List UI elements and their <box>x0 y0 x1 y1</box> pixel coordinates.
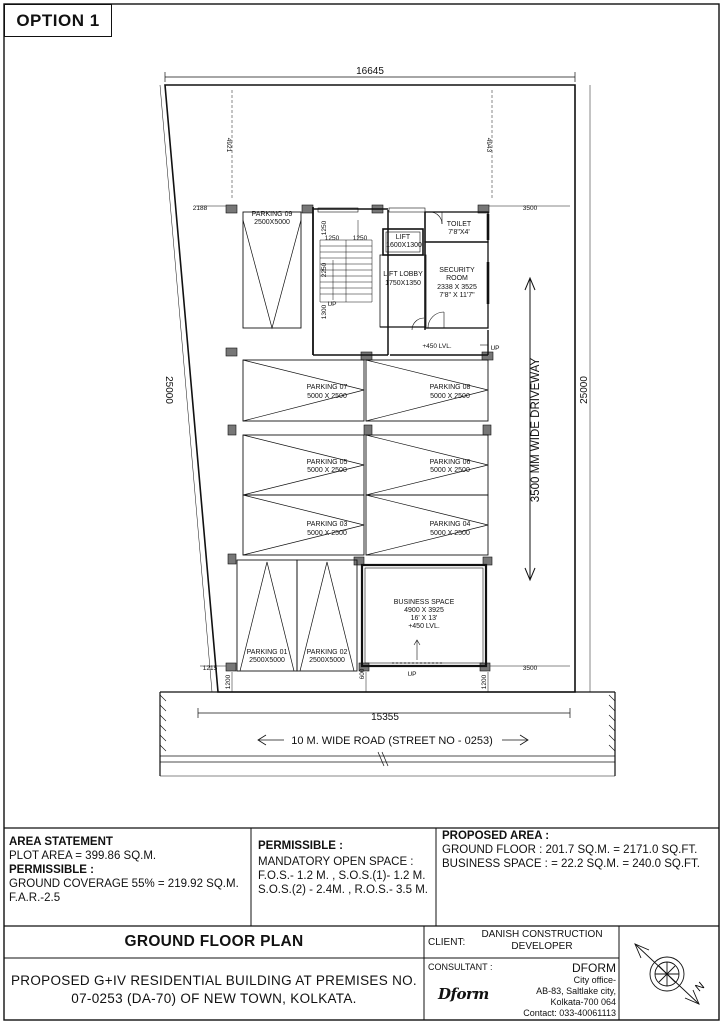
parking-01-size: 2500X5000 <box>249 657 285 664</box>
dim-right-bottom: 3500 <box>522 665 538 672</box>
parking-05-size: 5000 X 2500 <box>307 467 347 474</box>
drawing-title: GROUND FLOOR PLAN <box>124 933 304 950</box>
option-label: OPTION 1 <box>4 4 112 37</box>
address-line-2: AB-83, Saltlake city, <box>536 986 616 996</box>
level-450-label: +450 LVL. <box>422 343 452 350</box>
parking-09-name: PARKING 09 <box>251 211 293 218</box>
business-up-label: UP <box>407 671 417 678</box>
ground-coverage: GROUND COVERAGE 55% = 219.92 SQ.M. <box>9 878 239 890</box>
client-line-1: DANISH CONSTRUCTION <box>481 929 603 940</box>
address-line-1: City office- <box>573 975 616 985</box>
security-size: 2338 X 3525 <box>437 284 477 291</box>
parking-05-name: PARKING 05 <box>306 459 348 466</box>
lift-lobby-name: LIFT LOBBY <box>383 271 423 278</box>
business-name: BUSINESS SPACE <box>393 599 455 606</box>
dim-left-depth: 25000 <box>163 376 174 404</box>
road-label: 10 M. WIDE ROAD (STREET NO - 0253) <box>291 735 493 747</box>
ramp-up-label: UP <box>490 345 500 352</box>
lift-lobby <box>380 255 426 327</box>
toilet-size: 7'8"X4' <box>448 229 470 236</box>
contact-line: Contact: 033-40061113 <box>523 1008 616 1018</box>
area-statement-heading: AREA STATEMENT <box>9 836 113 848</box>
parking-03-size: 5000 X 2500 <box>307 530 347 537</box>
parking-09 <box>243 212 301 328</box>
parking-04-name: PARKING 04 <box>429 521 471 528</box>
dform-logo: Dform <box>438 985 489 1003</box>
address-line-3: Kolkata-700 064 <box>550 997 616 1007</box>
parking-08-name: PARKING 08 <box>429 384 471 391</box>
dim-left-top: 2188 <box>192 205 208 212</box>
toilet-name: TOILET <box>446 221 472 228</box>
dim-top-width: 16645 <box>356 66 384 77</box>
area-permissible-heading: PERMISSIBLE : <box>9 864 94 876</box>
consultant-label: CONSULTANT : <box>428 962 493 972</box>
proposed-ground-floor: GROUND FLOOR : 201.7 SQ.M. = 2171.0 SQ.FT. <box>442 844 698 856</box>
area-statement <box>9 835 249 905</box>
parking-08-size: 5000 X 2500 <box>430 393 470 400</box>
business-level: +450 LVL. <box>408 623 440 630</box>
project-line-1: PROPOSED G+IV RESIDENTIAL BUILDING AT PREMISES NO. <box>11 973 417 988</box>
plot-area: PLOT AREA = 399.86 SQ.M. <box>9 850 157 862</box>
consultant-address <box>500 961 616 1019</box>
parking-06-size: 5000 X 2500 <box>430 467 470 474</box>
lift-size: 1600X1300 <box>386 242 422 249</box>
lift-lobby-size: 1750X1350 <box>385 280 421 287</box>
security-name2: ROOM <box>446 275 468 282</box>
parking-09-size: 2500X5000 <box>254 219 290 226</box>
parking-03-name: PARKING 03 <box>306 521 348 528</box>
parking-06-name: PARKING 06 <box>429 459 471 466</box>
proposed-heading: PROPOSED AREA : <box>442 830 550 842</box>
business-size2: 16' X 13' <box>410 615 438 622</box>
fos-sos1: F.O.S.- 1.2 M. , S.O.S.(1)- 1.2 M. <box>258 870 426 882</box>
north-letter: N <box>693 979 708 995</box>
client-label: CLIENT: <box>428 937 466 948</box>
project-description <box>4 972 424 1008</box>
mandatory-open-space: MANDATORY OPEN SPACE : <box>258 856 414 868</box>
dim-top-right-setback: 4943 <box>485 137 492 153</box>
parking-07-size: 5000 X 2500 <box>307 393 347 400</box>
dim-front-left: 1200 <box>225 674 232 690</box>
far-value: F.A.R.-2.5 <box>9 892 61 904</box>
dim-bottom-width: 15355 <box>371 712 399 723</box>
parking-07-name: PARKING 07 <box>306 384 348 391</box>
dim-front-mid: 600 <box>359 668 366 680</box>
north-arrow-icon <box>625 932 715 1016</box>
stair-up-label: UP <box>327 301 337 308</box>
driveway-label: 3500 MM WIDE DRIVEWAY <box>530 357 542 503</box>
dim-front-right: 1200 <box>481 674 488 690</box>
lift-name: LIFT <box>395 234 411 241</box>
permissible-block <box>258 839 436 897</box>
business-size: 4900 X 3925 <box>404 607 444 614</box>
proposed-area-block <box>442 829 717 871</box>
dim-stair-b: 1250 <box>324 235 340 242</box>
client-line-2: DEVELOPER <box>511 941 573 952</box>
client-name <box>466 929 618 953</box>
consultant-name: DFORM <box>572 961 616 975</box>
dim-stair-e: 1300 <box>321 304 328 320</box>
project-line-2: 07-0253 (DA-70) OF NEW TOWN, KOLKATA. <box>71 991 357 1006</box>
security-name: SECURITY <box>439 267 475 274</box>
proposed-business-space: BUSINESS SPACE : = 22.2 SQ.M. = 240.0 SQ.FT. <box>442 858 701 870</box>
dim-left-bottom: 1215 <box>202 665 218 672</box>
permissible-heading: PERMISSIBLE : <box>258 840 343 852</box>
parking-02-size: 2500X5000 <box>309 657 345 664</box>
dim-top-left-setback: 4921 <box>225 137 232 153</box>
dim-stair-c: 1250 <box>352 235 368 242</box>
parking-01-name: PARKING 01 <box>246 649 288 656</box>
parking-04-size: 5000 X 2500 <box>430 530 470 537</box>
dim-right-top: 3500 <box>522 205 538 212</box>
dim-right-depth: 25000 <box>579 376 590 404</box>
site-boundary <box>165 85 575 692</box>
dim-stair-d: 2250 <box>321 262 328 278</box>
parking-02-name: PARKING 02 <box>306 649 348 656</box>
dim-stair-a: 1250 <box>321 220 328 236</box>
security-size2: 7'8" X 11'7" <box>439 292 475 299</box>
sos2-ros: S.O.S.(2) - 2.4M. , R.O.S.- 3.5 M. <box>258 884 428 896</box>
